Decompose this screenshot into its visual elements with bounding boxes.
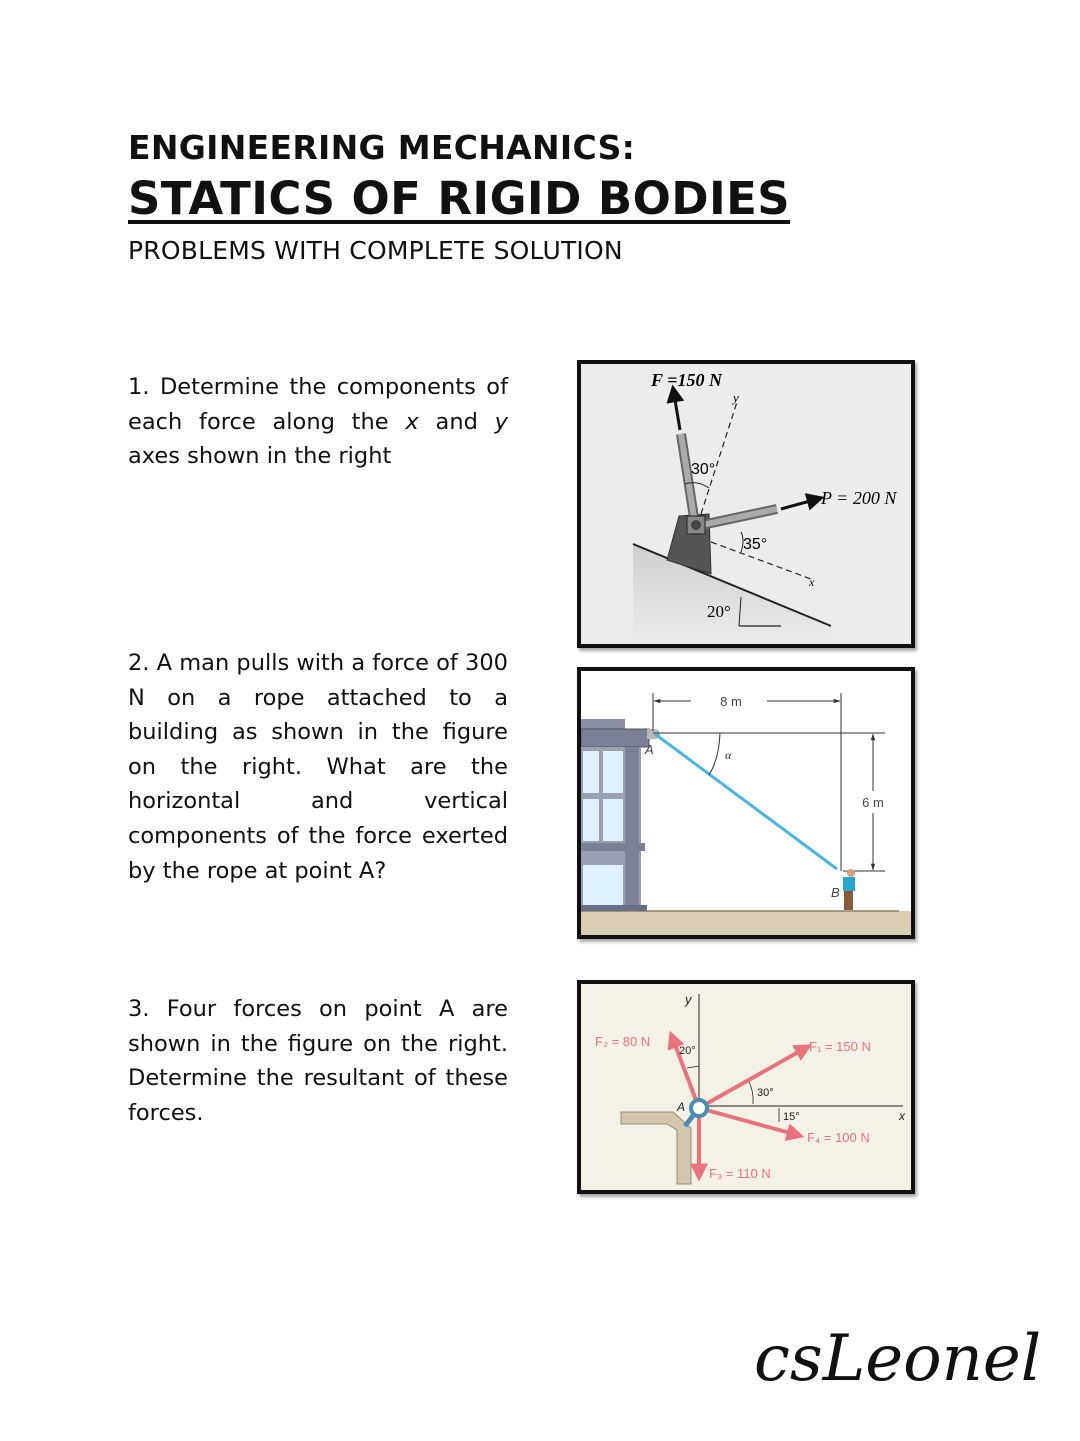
problem-number: 1.	[128, 374, 150, 400]
angle-30-label: 30°	[691, 461, 716, 478]
signature	[748, 1312, 1058, 1412]
figure-2	[577, 667, 915, 939]
force-F-label: F =150 N	[651, 370, 722, 390]
problem-body: A man pulls with a force of 300 N on a rope attached to a building as shown in the figure on the right. What are the horizontal and vertical components of the force exerted by the rope at point A?	[128, 650, 508, 884]
figure-2-diagram	[581, 671, 911, 935]
figure-1-diagram	[581, 364, 911, 644]
force-P-label: P = 200 N	[821, 488, 897, 508]
figure-3-diagram	[581, 984, 911, 1190]
dim-8m-label: 8 m	[720, 694, 742, 709]
title-line-1: ENGINEERING MECHANICS:	[128, 128, 636, 167]
point-B-label: B	[831, 885, 840, 900]
angle-20-label: 20°	[679, 1045, 696, 1057]
angle-alpha-label: α	[725, 748, 732, 762]
text-part: Determine the components of each force along the	[128, 374, 508, 435]
subtitle: PROBLEMS WITH COMPLETE SOLUTION	[128, 236, 623, 265]
problem-body: Four forces on point A are shown in the figure on the right. Determine the resultant of these forces.	[128, 996, 508, 1126]
title-line-2: STATICS OF RIGID BODIES	[128, 172, 791, 225]
signature-text: csLeonel	[754, 1322, 1042, 1396]
problem-number: 3.	[128, 996, 150, 1022]
problem-2-text	[128, 646, 508, 888]
force-F1-label: F₁ = 150 N	[809, 1039, 871, 1054]
point-A-label: A	[677, 1100, 686, 1114]
var-y: y	[494, 408, 508, 435]
axis-y-label: y	[685, 992, 692, 1007]
force-F3-label: F₃ = 110 N	[709, 1166, 771, 1181]
figure-3	[577, 980, 915, 1194]
text-part: and	[418, 408, 495, 435]
problem-number: 2.	[128, 650, 150, 676]
figure-1	[577, 360, 915, 648]
force-F2-label: F₂ = 80 N	[595, 1034, 651, 1049]
axis-y-label: y	[733, 390, 739, 405]
text-part: axes shown in the right	[128, 443, 392, 470]
point-A-label: A	[645, 742, 654, 757]
axis-x-label: x	[809, 575, 815, 589]
angle-15-label: 15°	[783, 1111, 800, 1123]
angle-35-label: 35°	[743, 536, 768, 553]
axis-x-label: x	[899, 1109, 905, 1123]
dim-6m-label: 6 m	[862, 795, 884, 810]
var-x: x	[405, 408, 419, 435]
force-F4-label: F₄ = 100 N	[807, 1130, 870, 1145]
problem-3-text	[128, 992, 508, 1130]
angle-20-label: 20°	[707, 602, 731, 621]
problem-1-text	[128, 370, 508, 474]
angle-30-label: 30°	[757, 1087, 774, 1099]
